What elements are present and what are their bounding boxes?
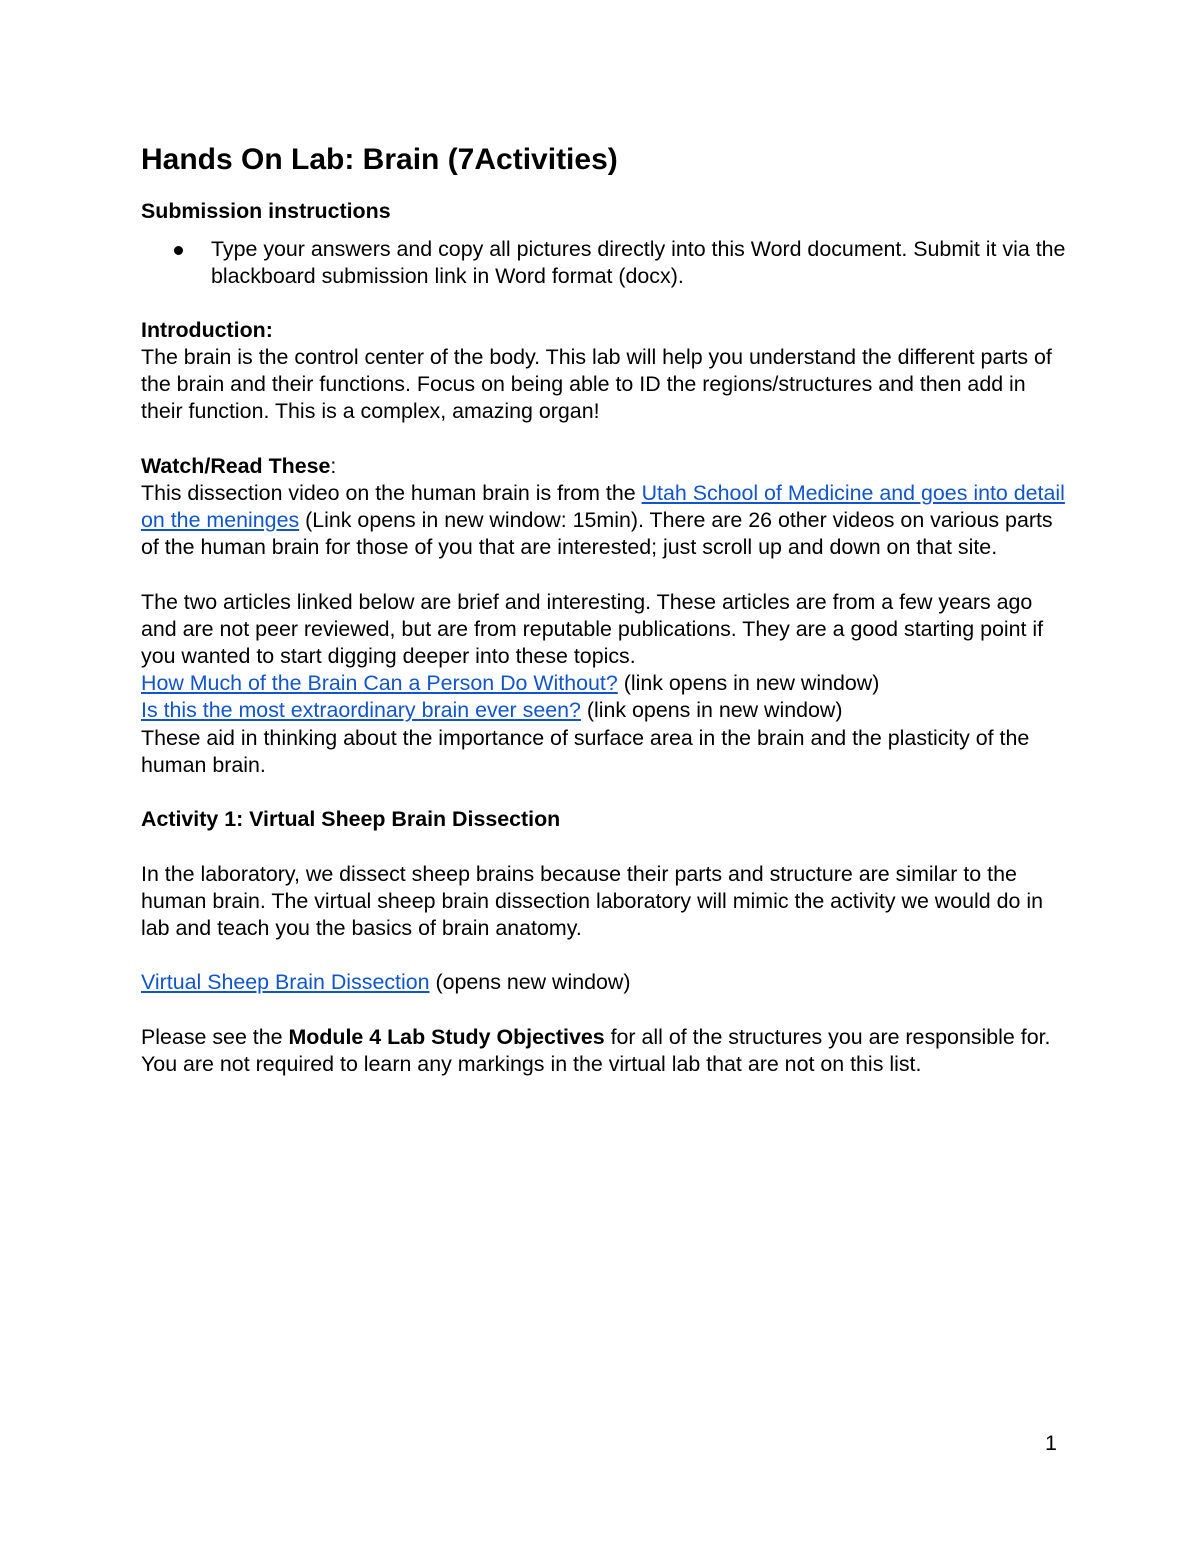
activity1-heading: Activity 1: Virtual Sheep Brain Dissection: [141, 807, 561, 832]
introduction-body: The brain is the control center of the body. This lab will help you understand the different parts of the brain and their functions. Focus on being able to ID the regions/structures and then add in their function. This is a complex, amazing organ!: [141, 344, 1052, 424]
watch-paragraph-3: These aid in thinking about the importance of surface area in the brain and the plasticity of the human brain.: [141, 725, 1030, 777]
brain-person-without-link[interactable]: How Much of the Brain Can a Person Do Without?: [141, 671, 618, 696]
article-link-line-2: [141, 697, 1066, 724]
activity1-paragraph-3: [141, 1024, 1066, 1078]
page-number: 1: [1045, 1431, 1057, 1455]
watch-paragraph-2: The two articles linked below are brief and interesting. These articles are from a few years ago and are not peer reviewed, but are from reputable publications. They are a good starting point if you wanted to start digging deeper into these topics.: [141, 589, 1044, 669]
extraordinary-brain-link[interactable]: Is this the most extraordinary brain ever seen?: [141, 698, 581, 723]
link1-note: (link opens in new window): [617, 671, 880, 696]
watch-heading: Watch/Read These: [141, 453, 331, 478]
list-item: [141, 236, 1066, 290]
submission-list: [141, 236, 1066, 290]
document-title: Hands On Lab: Brain (7Activities): [141, 143, 618, 176]
activity1-p3-after-text: for all of the structures you are responsible for. You are not required to learn any markings in the virtual lab that are not on this list.: [141, 1024, 1051, 1076]
watch-p1-text: This dissection video on the human brain is from the: [141, 480, 642, 505]
activity1-link-line: [141, 969, 1066, 996]
watch-paragraph-1: [141, 480, 1066, 562]
virtual-sheep-brain-link[interactable]: Virtual Sheep Brain Dissection: [141, 970, 430, 995]
document-page: [141, 138, 1066, 1078]
bullet-icon: [174, 246, 183, 255]
link2-note: (link opens in new window): [580, 698, 843, 723]
study-objectives-label: Module 4 Lab Study Objectives: [288, 1024, 605, 1049]
activity1-paragraph-1: In the laboratory, we dissect sheep brains because their parts and structure are similar to the human brain. The virtual sheep brain dissection laboratory will mimic the activity we would do in lab and teach you the basics of brain anatomy.: [141, 861, 1043, 941]
submission-heading: Submission instructions: [141, 199, 391, 223]
utah-medicine-link[interactable]: Utah School of Medicine and goes into detail on the meninges: [141, 480, 1065, 533]
watch-heading-colon: :: [330, 453, 337, 478]
introduction-heading: Introduction:: [141, 317, 273, 342]
submission-bullet-text: Type your answers and copy all pictures directly into this Word document. Submit it via the blackboard submission link in Word format (docx).: [211, 237, 1066, 289]
activity1-p3-text: Please see the: [141, 1024, 289, 1049]
article-link-line-1: [141, 670, 1066, 697]
watch-p1-after-text: (Link opens in new window: 15min). There are 26 other videos on various parts of the human brain for those of you that are interested; just scroll up and down on that site.: [141, 508, 1053, 560]
watch-heading-line: [141, 453, 1066, 480]
activity1-link-note: (opens new window): [429, 970, 631, 995]
